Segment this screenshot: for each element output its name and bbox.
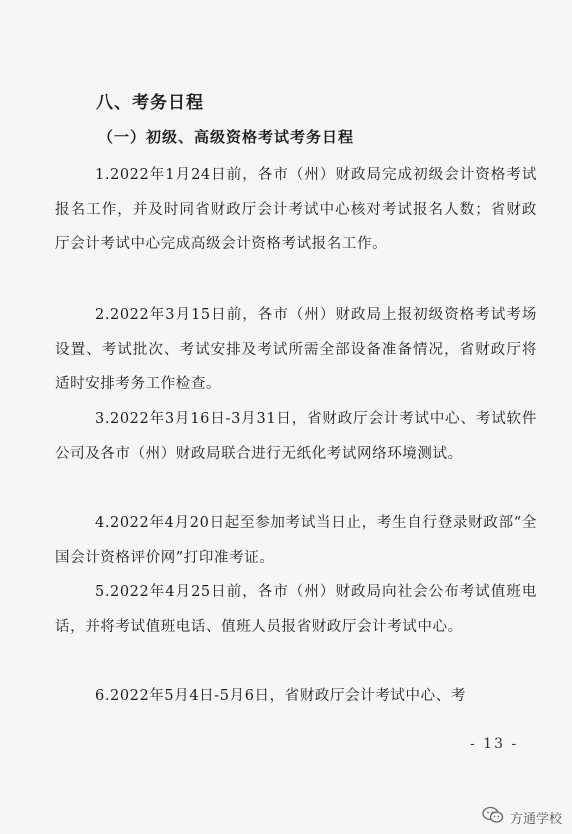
section-heading: 八、考务日程 xyxy=(96,93,204,113)
paragraph-3: 3.2022年3月16日-3月31日，省财政厅会计考试中心、考试软件公司及各市（州）财政局联合进行无纸化考试网络环境测试。 xyxy=(55,411,537,462)
paragraph-4: 4.2022年4月20日起至参加考试当日止，考生自行登录财政部“全国会计资格评价网”打印准考证。 xyxy=(55,515,537,566)
paragraph-6: 6.2022年5月4日-5月6日，省财政厅会计考试中心、考 xyxy=(95,688,466,704)
watermark-text: 方通学校 xyxy=(509,811,562,827)
paragraph-2: 2.2022年3月15日前，各市（州）财政局上报初级资格考试考场设置、考试批次、考试安排及考试所需全部设备准备情况，省财政厅将适时安排考务工作检查。 xyxy=(55,307,537,392)
watermark xyxy=(482,806,562,828)
paragraph-5: 5.2022年4月25日前，各市（州）财政局向社会公布考试值班电话，并将考试值班电话、值班人员报省财政厅会计考试中心。 xyxy=(55,584,537,635)
page-number: - 13 - xyxy=(470,736,519,752)
paragraph-1: 1.2022年1月24日前，各市（州）财政局完成初级会计资格考试报名工作，并及时同省财政厅会计考试中心核对考试报名人数；省财政厅会计考试中心完成高级会计资格考试报名工作。 xyxy=(55,167,537,252)
subsection-heading: （一）初级、高级资格考试考务日程 xyxy=(98,128,355,146)
wechat-icon xyxy=(482,806,504,828)
